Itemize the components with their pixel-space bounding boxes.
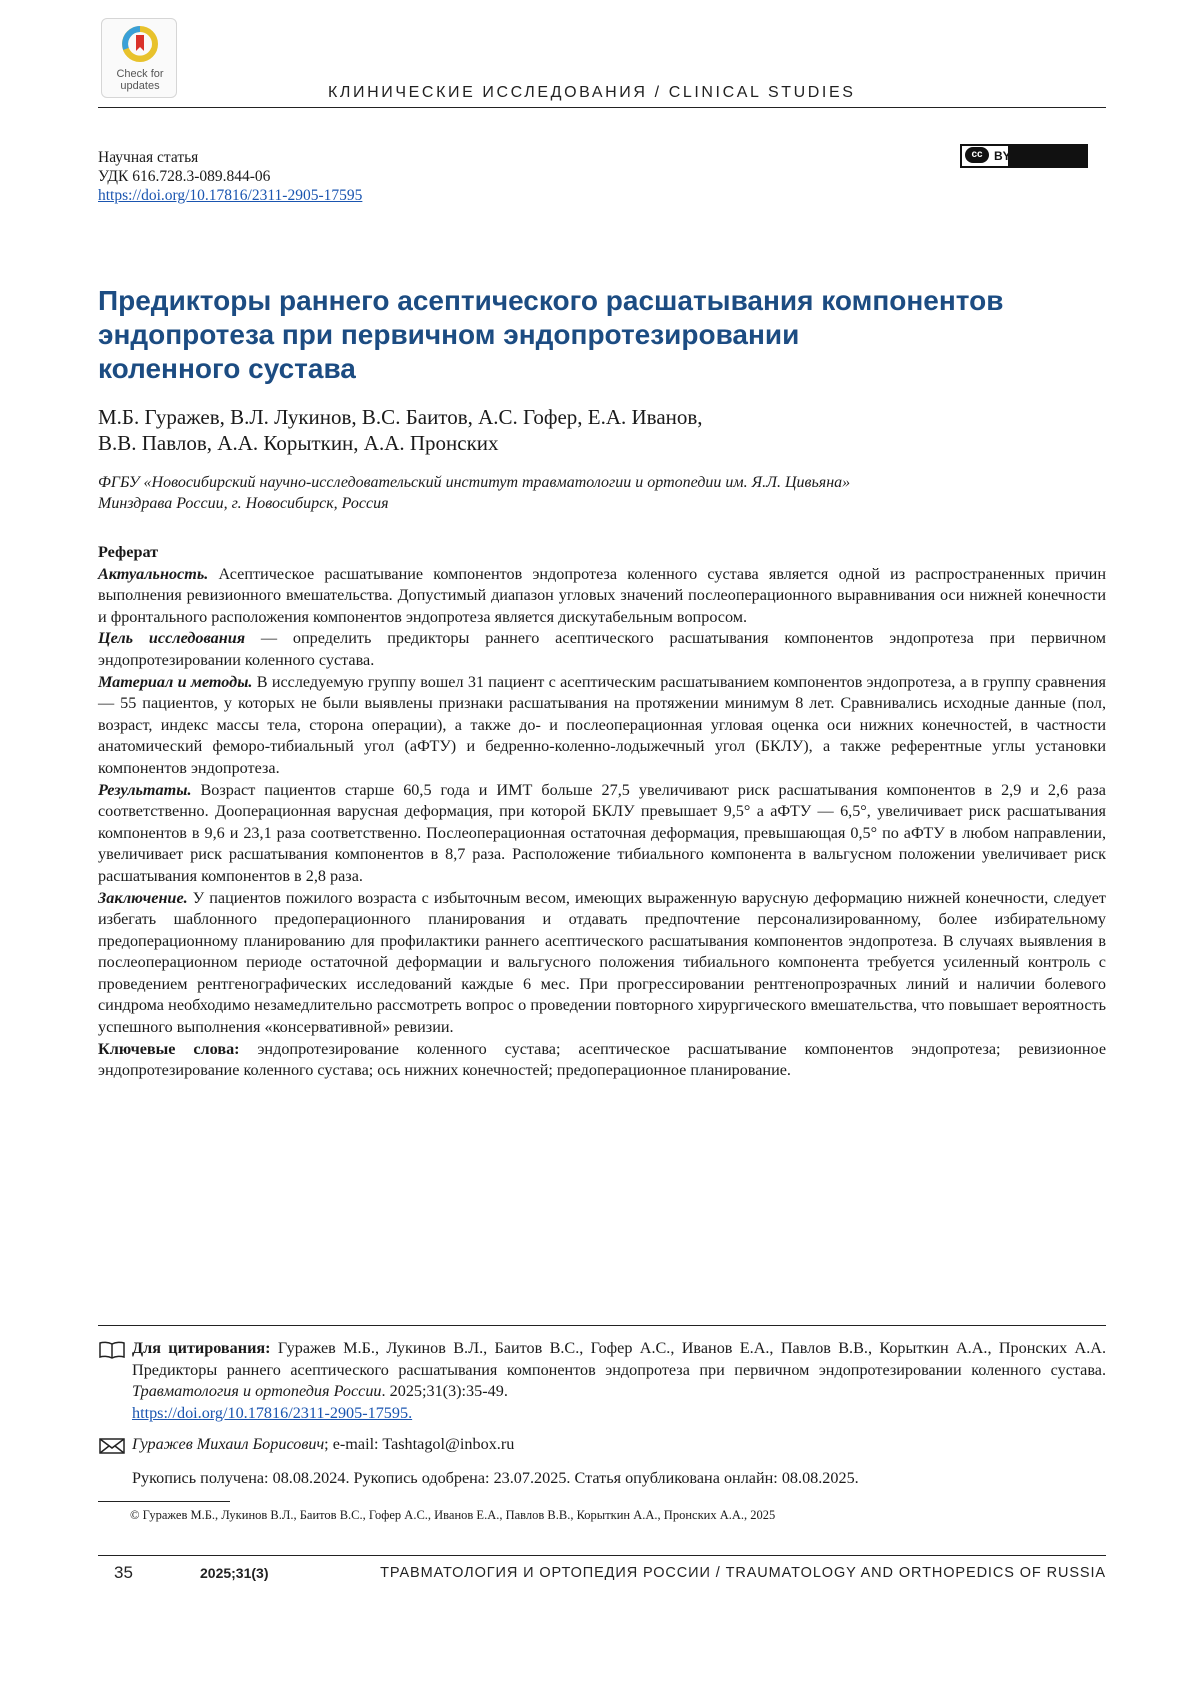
keywords <box>98 1039 1106 1082</box>
badge-line2: updates <box>120 80 159 92</box>
abstract-section-conclusion <box>98 888 1106 1039</box>
section-label: Материал и методы. <box>98 673 252 691</box>
article-title <box>98 284 1098 386</box>
title-line: Предикторы раннего асептического расшатывания компонентов <box>98 284 1098 318</box>
title-line: эндопротеза при первичном эндопротезировании <box>98 318 1098 352</box>
footer-divider <box>98 1555 1106 1556</box>
cc-icon: cc <box>965 147 989 163</box>
issue-number: 2025;31(3) <box>200 1565 269 1581</box>
section-label: Результаты. <box>98 781 192 799</box>
authors-line: М.Б. Гуражев, В.Л. Лукинов, В.С. Баитов, А.С. Гофер, Е.А. Иванов, <box>98 404 1098 430</box>
section-text: Асептическое расшатывание компонентов эндопротеза коленного сустава является одной из распространенных причин выполнения ревизионного вмешательства. Допустимый диапазон угловых значений послеоперационного выравнивания оси нижней конечности и фронтального расположения компонентов эндопротеза является дискутабельным вопросом. <box>98 565 1106 626</box>
check-for-updates-icon <box>122 26 158 62</box>
citation-journal: Травматология и ортопедия России <box>132 1382 382 1400</box>
article-type: Научная статья <box>98 148 198 167</box>
citation-doi-link[interactable]: https://doi.org/10.17816/2311-2905-17595. <box>132 1404 412 1422</box>
udc-code: УДК 616.728.3-089.844-06 <box>98 167 270 186</box>
authors <box>98 404 1098 456</box>
copyright: © Гуражев М.Б., Лукинов В.Л., Баитов В.С., Гофер А.С., Иванов Е.А., Павлов В.В., Корыткин А.А., Пронских А.А., 2025 <box>130 1508 775 1523</box>
abstract <box>98 542 1106 1082</box>
affiliation-line: Минздрава России, г. Новосибирск, Россия <box>98 493 1098 514</box>
citation-text: Гуражев М.Б., Лукинов В.Л., Баитов В.С., Гофер А.С., Иванов Е.А., Павлов В.В., Корыткин А.А., Пронских А.А. Предикторы раннего асептического расшатывания компонентов эндопротеза при первичном эндопротезировании коленного сустава. <box>132 1339 1106 1379</box>
abstract-section-aim <box>98 628 1106 671</box>
envelope-icon <box>98 1437 126 1455</box>
section-text: — определить предикторы раннего асептического расшатывания компонентов эндопротеза при первичном эндопротезировании коленного сустава. <box>98 629 1106 669</box>
section-label: Заключение. <box>98 889 188 907</box>
contact-name: Гуражев Михаил Борисович <box>132 1435 324 1453</box>
citation-details: . 2025;31(3):35-49. <box>382 1382 508 1400</box>
header-divider <box>98 107 1106 108</box>
section-label: Цель исследования <box>98 629 245 647</box>
authors-line: В.В. Павлов, А.А. Корыткин, А.А. Пронских <box>98 430 1098 456</box>
section-label: Актуальность. <box>98 565 208 583</box>
title-line: коленного сустава <box>98 352 1098 386</box>
badge-line1: Check for <box>116 68 163 80</box>
abstract-heading: Реферат <box>98 542 1106 564</box>
journal-name: ТРАВМАТОЛОГИЯ И ОРТОПЕДИЯ РОССИИ / TRAUMATOLOGY AND ORTHOPEDICS OF RUSSIA <box>380 1565 1106 1581</box>
check-for-updates-badge[interactable] <box>101 18 177 98</box>
citation-block <box>98 1338 1106 1490</box>
contact <box>98 1434 1106 1456</box>
citation <box>98 1338 1106 1424</box>
page-number: 35 <box>114 1563 133 1583</box>
contact-email[interactable]: ; e-mail: Tashtagol@inbox.ru <box>324 1435 514 1453</box>
affiliation <box>98 472 1098 514</box>
keywords-label: Ключевые слова: <box>98 1040 240 1058</box>
citation-label: Для цитирования: <box>132 1339 271 1357</box>
affiliation-line: ФГБУ «Новосибирский научно-исследовательский институт травматологии и ортопедии им. Я.Л. Цивьяна» <box>98 472 1098 493</box>
keywords-text: эндопротезирование коленного сустава; асептическое расшатывание компонентов эндопротеза; ревизионное эндопротезирование коленного сустава; ось нижних конечностей; предоперационное планирование. <box>98 1040 1106 1080</box>
copyright-divider <box>98 1501 230 1502</box>
section-text: В исследуемую группу вошел 31 пациент с асептическим расшатыванием компонентов эндопротеза, а в группу сравнения — 55 пациентов, у которых не были выявлены признаки расшатывания на протяжении минимум 8 лет. Сравнивались исходные данные (пол, возраст, индекс массы тела, сторона операции), а также до- и послеоперационная угловая оценка оси нижних конечностей, в частности анатомический феморо-тибиальный угол (аФТУ) и бедренно-коленно-лодыжечный угол (БКЛУ), а также референтные углы установки компонентов эндопротеза. <box>98 673 1106 777</box>
abstract-section-methods <box>98 672 1106 780</box>
abstract-section-results <box>98 780 1106 888</box>
cc-by-license-badge[interactable] <box>960 144 1088 168</box>
section-text: Возраст пациентов старше 60,5 года и ИМТ больше 27,5 увеличивают риск расшатывания компонентов в 2,9 и 2,6 раза соответственно. Дооперационная варусная деформация, при которой БКЛУ превышает 9,5° а аФТУ — 6,5°, увеличивает риск расшатывания компонентов в 9,6 и 23,1 раза соответственно. Послеоперационная остаточная деформация, превышающая 0,5° по аФТУ в любом направлении, увеличивает риск расшатывания компонентов в 8,7 раза. Расположение тибиального компонента в вальгусном положении увеличивает риск расшатывания компонентов в 2,8 раза. <box>98 781 1106 885</box>
manuscript-dates: Рукопись получена: 08.08.2024. Рукопись одобрена: 23.07.2025. Статья опубликована онлайн: 08.08.2025. <box>98 1468 1106 1490</box>
citation-divider <box>98 1325 1106 1326</box>
doi-link[interactable]: https://doi.org/10.17816/2311-2905-17595 <box>98 187 362 204</box>
abstract-section-relevance <box>98 564 1106 629</box>
open-book-icon <box>98 1341 126 1359</box>
section-header: КЛИНИЧЕСКИЕ ИССЛЕДОВАНИЯ / CLINICAL STUDIES <box>328 84 856 102</box>
by-label: BY <box>994 147 1011 165</box>
section-text: У пациентов пожилого возраста с избыточным весом, имеющих выраженную варусную деформацию нижней конечности, следует избегать шаблонного предоперационного планирования и отдавать предпочтение персонализированному, более избирательному предоперационному планированию для профилактики раннего асептического расшатывания компонентов эндопротеза. В случаях выявления в послеоперационном периоде остаточной деформации и вальгусного положения тибиального компонента требуется усиленный контроль с проведением рентгенографических исследований каждые 6 мес. При прогрессировании рентгенопрозрачных линий и наличии болевого синдрома необходимо незамедлительно рассмотреть вопрос о проведении повторного хирургического вмешательства, что повышает вероятность успешного выполнения «консервативной» ревизии. <box>98 889 1106 1037</box>
